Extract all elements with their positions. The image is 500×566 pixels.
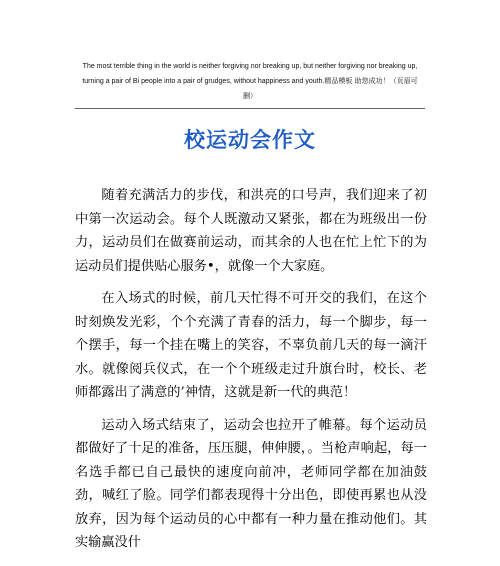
- header-line-3: 删）: [243, 92, 257, 100]
- header-line-2-english: turning a pair of Bi people into a pair of grudges, without happiness and youth.: [82, 78, 325, 85]
- document-body: [75, 184, 427, 564]
- header-divider: [75, 108, 425, 109]
- header-line-2-chinese: 精品模板 助您成功！（页眉可: [324, 77, 418, 85]
- paragraph-3: 运动入场式结束了，运动会也拉开了帷幕。每个运动员都做好了十足的准备，压压腿，伸伸腰，。当枪声响起，每一名选手都已自己最快的速度向前冲，老师同学都在加油鼓劲，喊红了脸。同学们都表现得十分出色，即使再累也从没放弃，因为每个运动员的心中都有一种力量在推动他们。其实输赢没什: [75, 417, 427, 550]
- header-line-1: The most terrible thing in the world is neither forgiving nor breaking up, but neither forgiving nor breaking up,: [82, 63, 418, 70]
- paragraph-1: 随着充满活力的步伐，和洪亮的口号声，我们迎来了初中第一次运动会。每个人既激动又紧张，都在为班级出一份力，运动员们在做赛前运动，而其余的人也在忙上忙下的为运动员们提供贴心服务•，就像一个大家庭。: [75, 188, 427, 274]
- paragraph-2: 在入场式的时候，前几天忙得不可开交的我们，在这个时刻焕发光彩，个个充满了青春的活力，每一个脚步，每一个摆手，每一个挂在嘴上的笑容，不辜负前几天的每一滴汗水。就像阅兵仪式，在一个个班级走过升旗台时，校长、老师都露出了满意的’神情，这就是新一代的典范！: [75, 291, 427, 400]
- header-line-2: [70, 74, 430, 89]
- page-header: [70, 60, 430, 103]
- document-title: 校运动会作文: [184, 127, 316, 152]
